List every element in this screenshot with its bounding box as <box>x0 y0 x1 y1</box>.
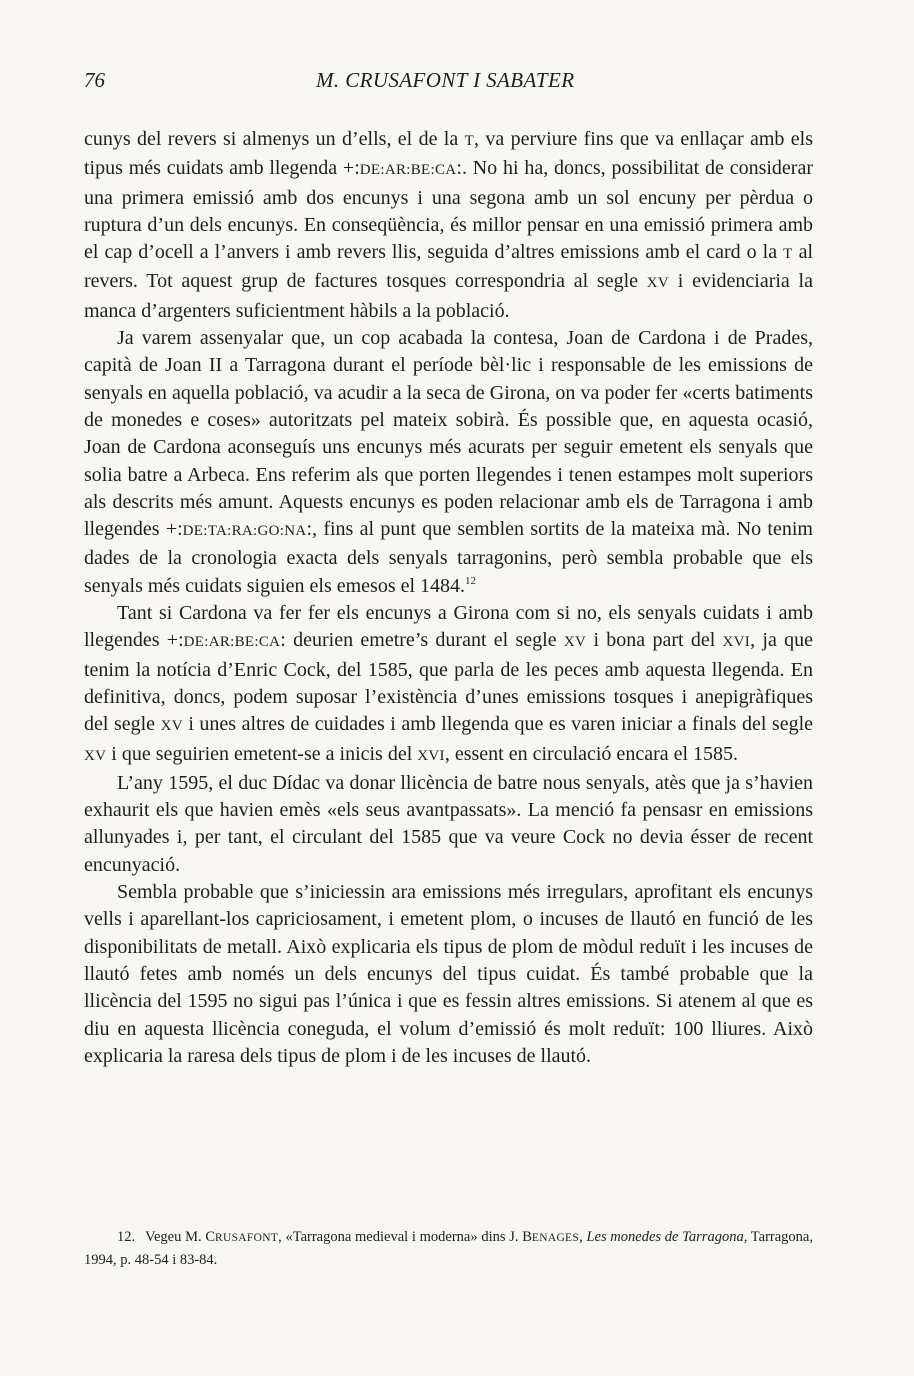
footnote-ref: 12 <box>465 574 477 587</box>
paragraph-4: L’any 1595, el duc Dídac va donar llicència de batre nous senyals, atès que ja s’havien exhaurit els que havien emès «els seus avantpassats». La menció fa pensasr en emissions allunyades i, per tant, el circulant del 1585 que va veure Cock no devia ésser de recent encunyació. <box>84 771 813 876</box>
paragraph-1: cunys del revers si almenys un d’ells, el de la T, va perviure fins que va enllaçar amb els tipus més cuidats amb llegenda +:DE:AR:BE:CA:. No hi ha, doncs, possibilitat de considerar una primera emissió amb dos encunys i una segona amb un sol encuny per pèrdua o ruptura d’un dels encunys. En conseqüència, és millor pensar en una emissió primera amb el cap d’ocell a l’anvers i amb revers llis, seguida d’altres emissions amb el card o la T al revers. Tot aquest grup de factures tosques correspondria al segle XV i evidenciaria la manca d’argenters suficientment hàbils a la població. <box>84 128 814 322</box>
paragraph-2: Ja varem assenyalar que, un cop acabada la contesa, Joan de Cardona i de Prades, capità de Joan II a Tarragona durant el període bèl·lic i responsable de les emissions de senyals en aquella població, va acudir a la seca de Girona, on va poder fer «certs batiments de monedes e coses» autoritzats pel mateix sobirà. És possible que, en aquesta ocasió, Joan de Cardona aconseguís uns encunys més acurats per seguir emetent els senyals que solia batre a Arbeca. Ens referim als que porten llegendes i tenen estampes molt superiors als descrits més amunt. Aquests encunys es poden relacionar amb els de Tarragona i amb llegendes +:DE:TA:RA:GO:NA:, fins al punt que semblen sortits de la mateixa mà. No tenim dades de la cronologia exacta dels senyals tarragonins, però sembla probable que els senyals més cuidats siguien els emesos el 1484.12 <box>84 327 813 597</box>
page-number: 76 <box>84 68 105 92</box>
book-title: Les monedes de Tarragona <box>586 1229 744 1245</box>
page-header <box>84 68 814 102</box>
running-head: M. CRUSAFONT I SABATER <box>316 68 575 92</box>
body-text <box>84 126 813 1070</box>
footnote-number: 12. <box>117 1229 136 1245</box>
paragraph-5: Sembla probable que s’iniciessin ara emissions més irregulars, aprofitant els encunys vells i aparellant-los capriciosament, i emetent plom, o incuses de llautó en funció de les disponibilitats de metall. Això explicaria els tipus de plom de mòdul reduït i les incuses de llautó fetes amb només un dels encunys del tipus cuidat. És també probable que la llicència del 1595 no sigui pas l’única i que es fessin altres emissions. Si atenem al que es diu en aquesta llicència coneguda, el volum d’emissió és molt reduït: 100 lliures. Això explicaria la raresa dels tipus de plom i de les incuses de llautó. <box>84 881 813 1067</box>
paragraph-3: Tant si Cardona va fer fer els encunys a Girona com si no, els senyals cuidats i amb llegendes +:DE:AR:BE:CA: deurien emetre’s durant el segle XV i bona part del XVI, ja que tenim la notícia d’Enric Cock, del 1585, que parla de les peces amb aquesta llegenda. En definitiva, doncs, podem suposar l’existència d’unes emissions tosques i anepigràfiques del segle XV i unes altres de cuidades i amb llegenda que es varen iniciar a finals del segle XV i que seguirien emetent-se a inicis del XVI, essent en circulació encara el 1585. <box>84 602 814 765</box>
footnote: 12. Vegeu M. CRUSAFONT, «Tarragona medieval i moderna» dins J. BENAGES, Les monedes de Tarragona, Tarragona, 1994, p. 48-54 i 83-84. <box>84 1226 813 1271</box>
